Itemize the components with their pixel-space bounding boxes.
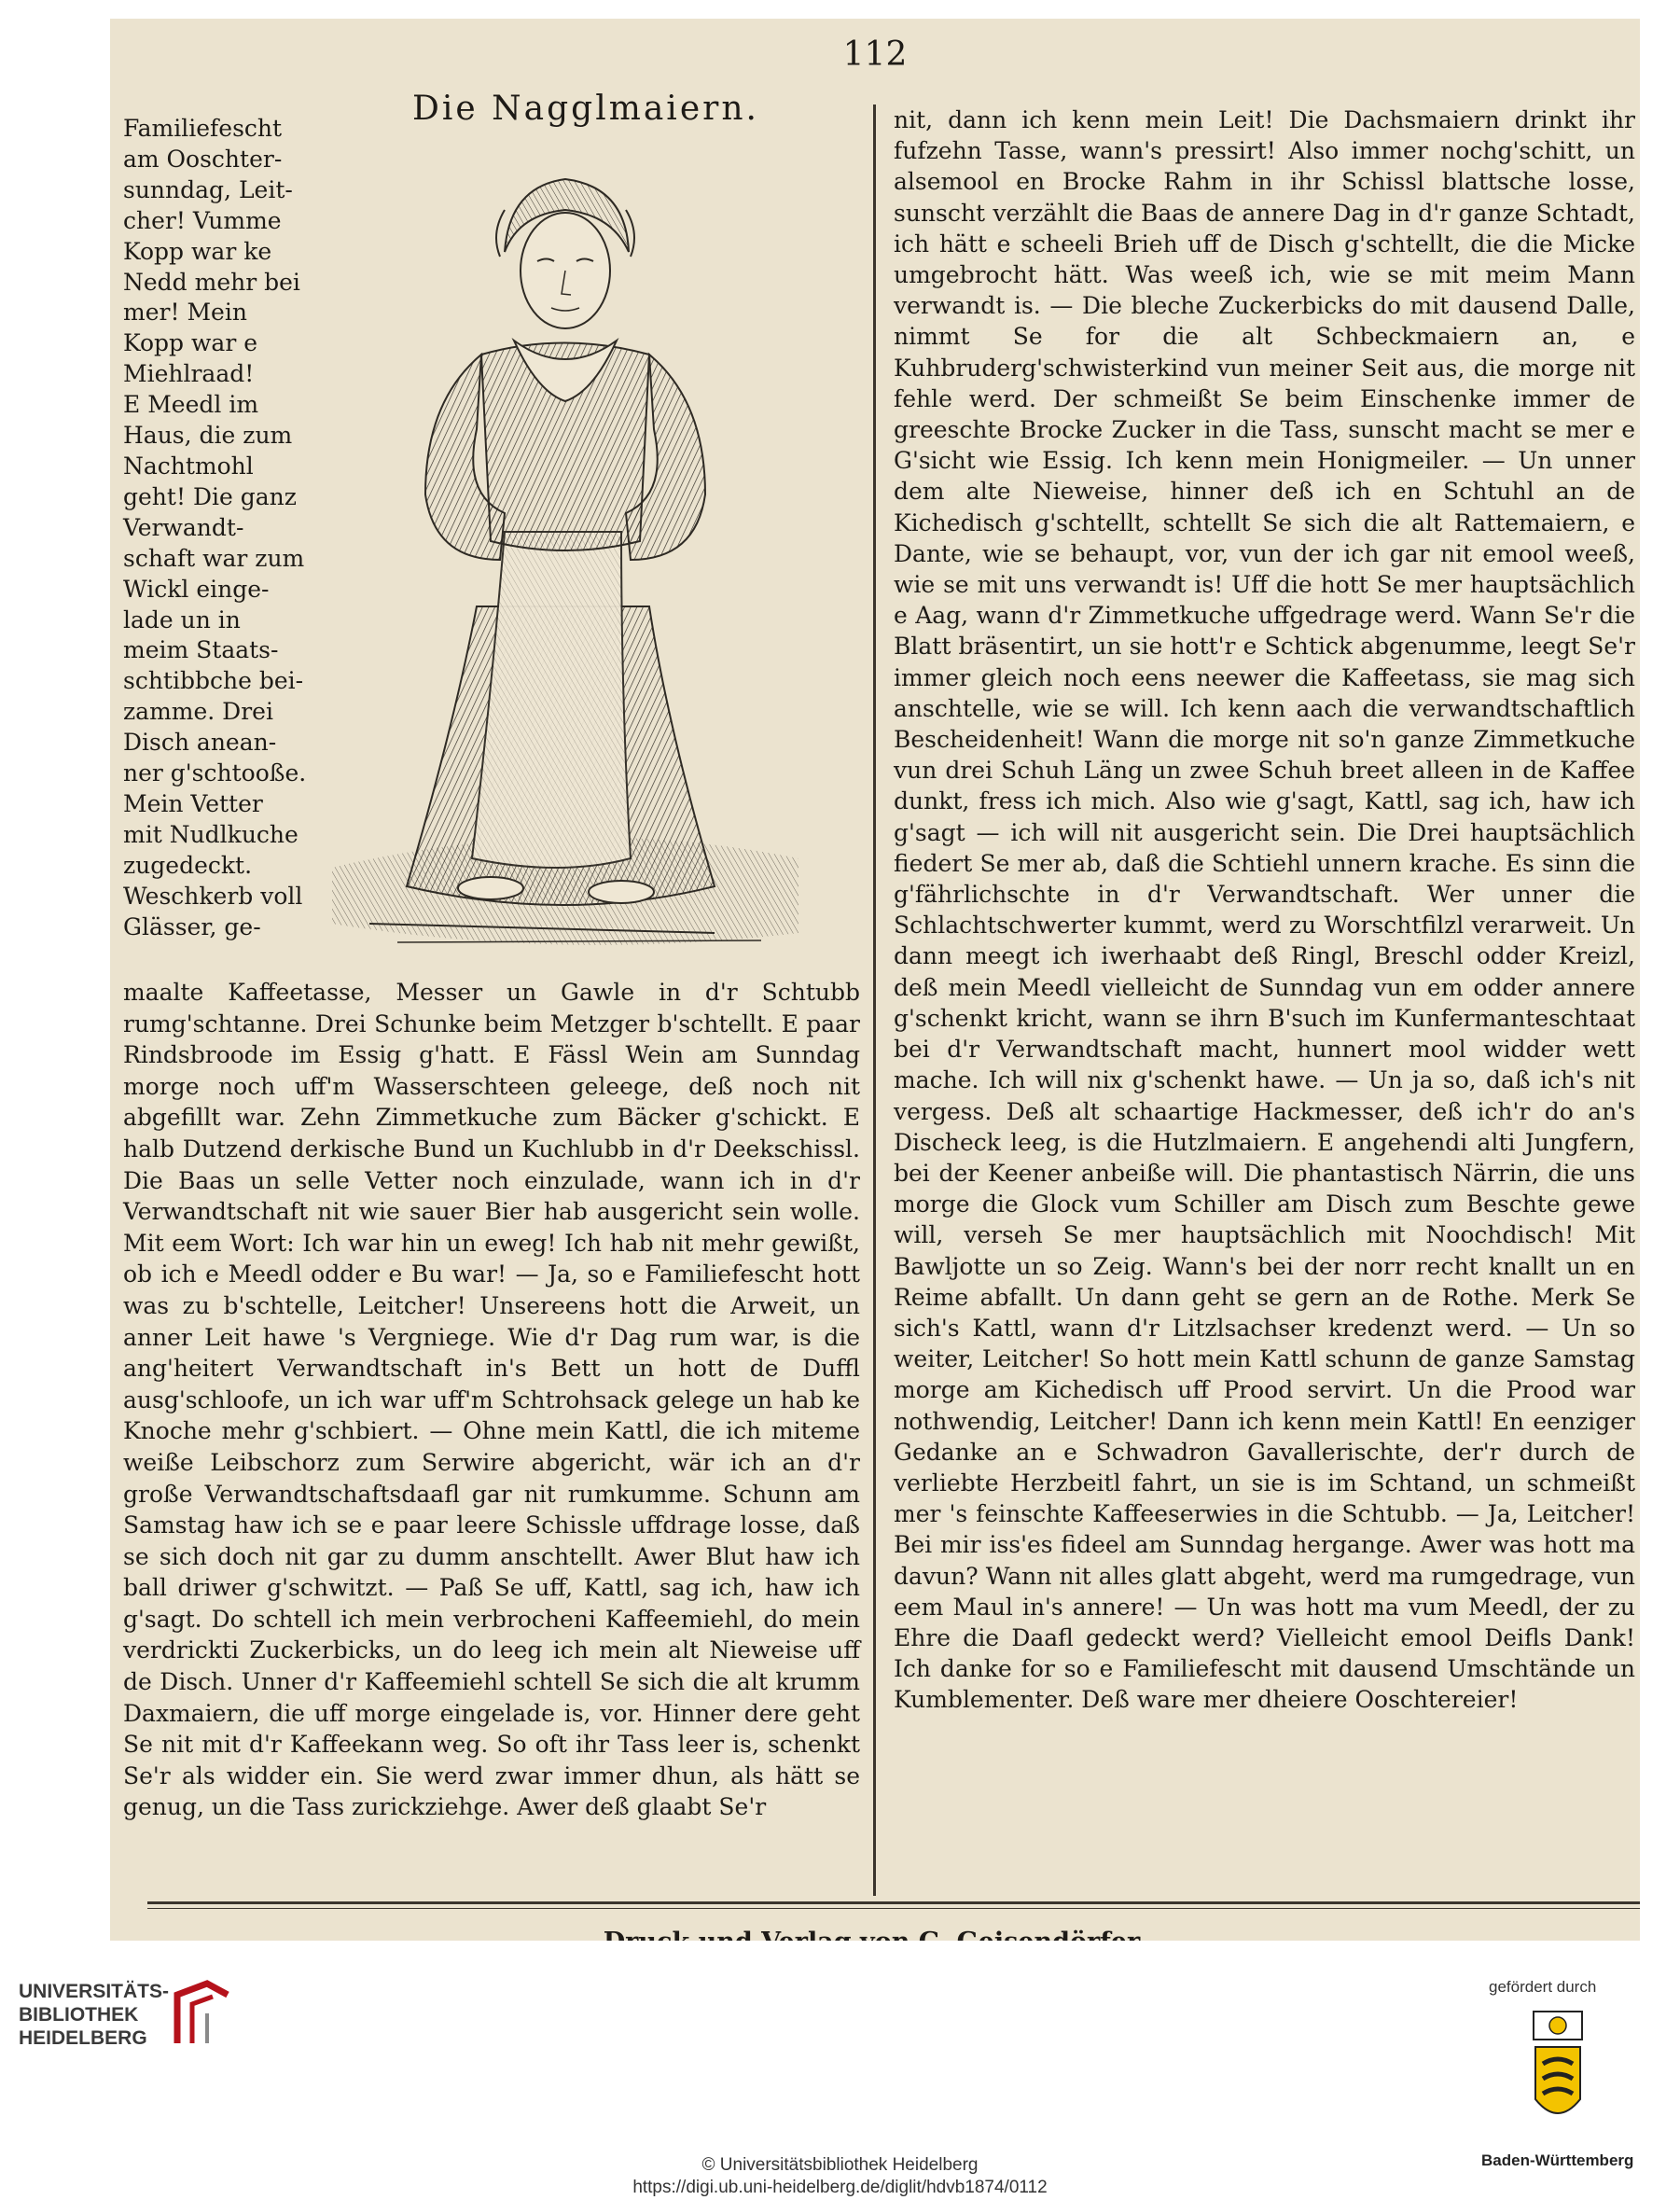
wrap-line: mit Nudlkuche xyxy=(123,820,299,848)
wrap-line: Kopp war ke xyxy=(123,237,272,265)
wrap-line: Glässer, ge- xyxy=(123,912,261,940)
wrap-line: Nachtmohl xyxy=(123,452,254,480)
left-column-body xyxy=(123,977,860,1823)
library-line: UNIVERSITÄTS- xyxy=(19,1981,170,2002)
wrap-line: Weschkerb voll xyxy=(123,882,303,910)
right-paragraph: nit, dann ich kenn mein Leit! Die Dachsmaiern drinkt ihr fufzehn Tasse, wann's pressirt! Also immer nochg'schitt, un alsemool en Brocke Rahm in ihr Schissl blattsche losse, sunscht verzählt die Baas de annere Dag in d'r ganze Schtadt, ich hätt e scheeli Brieh uff de Disch g'schtellt, die die Micke umgebrocht hätt. Was weeß ich, wie se mit meim Mann verwandt is. — Die bleche Zuckerbicks do mit dausend Dalle, nimmt Se for die alt Schbeckmaiern an, e Kuhbruderg'schwisterkind vun meiner Seit aus, die morge nit fehle werd. Der schmeißt Se beim Einschenke immer de greeschte Brocke Zucker in die Tass, sunscht macht se mer e G'sicht wie Essig. Ich kenn mein Honigmeiler. — Un unner dem alte Nieweise, hinner deß ich en Schtuhl an de Kichedisch g'schtellt, schtellt Se sich die alt Rattemaiern, e Dante, wie se behaupt, vor, vun der ich gar nit emool weeß, wie se mit uns verwandt is! Uff die hott Se mer hauptsächlich e Aag, wann d'r Zimmetkuche uffgedrage werd. Wann Se'r die Blatt bräsentirt, un sie hott'r e Schtick abgenumme, leegt Se'r immer gleich noch eens neewer die Kaffeetass, sie mag sich anschtelle, wie se will. Ich kenn aach die verwandtschaftlich Bescheidenheit! Wann die morge nit so'n ganze Zimmetkuche vun drei Schuh Läng un zwee Schuh breet alleen in de Kaffee dunkt, fress ich mich. Also wie g'sagt, Kattl, sag ich, haw ich g'sagt — ich will nit ausgericht sein. Die Drei hauptsächlich fiedert Se mer ab, daß die Schtiehl unnern krache. Es sinn die g'fährlichschte in d'r Verwandtschaft. Wer unner die Schlachtschwerter kummt, werd zu Worschtfilzl verarweit. Un dann meegt ich iwerhaabt deß Ringl, Breschl odder Kreizl, deß mein Meedl vielleicht de Sunndag vun em odder annere g'schenkt kricht, wann se ihrn B'such im Kunfermanteschtaat bei d'r Verwandtschaft macht, hunnert mool widder wett mache. Ich will nix g'schenkt hawe. — Un ja so, daß ich's nit vergess. Deß alt schaartige Hackmesser, deß ich'r do an's Discheck leeg, is die Hutzlmaiern. E angehendi alti Jungfern, bei der Keener anbeiße will. Die phantastisch Närrin, die uns morge die Glock vum Schiller am Disch zum Beschte gewe will, verseh Se mer hauptsächlich mit Noochdisch! Mit Bawljotte un so Zeig. Wann's bei der norr recht knallt un en Reime abfallt. Un dann geht se gern an de Rothe. Merk Se sich's Kattl, wann d'r Litzlsachser kredenzt werd. — Un so weiter, Leitcher! So hott mein Kattl schunn de ganze Samstag morge am Kichedisch uff Prood servirt. Un die Prood war nothwendig, Leitcher! Dann ich kenn mein Kattl! En eenziger Gedanke an e Schwadron Gavallerischte, der'r durch de verliebte Herzbeitl fahrt, un sie is im Schtand, un schmeißt mer 's feinschte Kaffeeserwies in die Schtubb. — Ja, Leitcher! Bei mir iss'es fideel am Sunndag hergange. Awer was hott ma davun? Wann nit alles glatt abgeht, werd ma rumgedrage, vun eem Maul in's annere! — Un was hott ma vum Meedl, der zu Ehre die Daafl gedeckt werd? Vielleicht emool Deifls Dank! Ich danke for so e Familiefescht mit dausend Umschtände un Kumblementer. Deß ware mer dheiere Ooschtereier! xyxy=(894,106,1635,1714)
state-name: Baden-Württemberg xyxy=(1481,2151,1634,2169)
wrap-line: sunndag, Leit- xyxy=(123,175,293,203)
bottom-rule-thin xyxy=(147,1908,1640,1909)
wrap-line: zugedeckt. xyxy=(123,851,253,879)
wrap-line: E Meedl im xyxy=(123,391,259,419)
wrap-line: zamme. Drei xyxy=(123,698,273,726)
bottom-rule xyxy=(147,1901,1640,1904)
woman-illustration xyxy=(313,121,817,968)
left-paragraph: maalte Kaffeetasse, Messer un Gawle in d'r Schtubb rumg'schtanne. Drei Schunke beim Metzger b'schtellt. E paar Rindsbroode im Essig g'hatt. E Fässl Wein am Sunndag morge noch uff'm Wasserschteen geleege, deß noch nit abgefillt war. Zehn Zimmetkuche zum Bäcker g'schickt. E halb Dutzend derkische Bund un Kuchlubb in d'r Deekschissl. Die Baas un selle Vetter noch einzulade, wann ich in d'r Verwandtschaft nit wie sauer Bier hab ausgericht sein wolle. Mit eem Wort: Ich war hin un eweg! Ich hab nit mehr gewißt, ob ich e Meedl odder e Bu war! — Ja, so e Familiefescht hott was zu b'schtelle, Leitcher! Unsereens hott die Arweit, un anner Leit hawe 's Vergniege. Wie d'r Dag rum war, is die ang'heitert Verwandtschaft in's Bett un hott de Duffl ausg'schloofe, un ich war uff'm Schtrohsack gelege un hab ke Knoche mehr g'schbiert. — Ohne mein Kattl, die ich miteme weiße Leibschorz zum Serwire abgericht, wär ich an d'r große Verwandtschaftsdaafl gar nit rumkumme. Schunn am Samstag haw ich se e paar leere Schissle uffdrage losse, daß se sich doch nit gar zu dumm anschtellt. Awer Blut haw ich ball driwer g'schwitzt. — Paß Se uff, Kattl, sag ich, haw ich g'sagt. Do schtell ich mein verbrocheni Kaffeemiehl, do mein verdrickti Zuckerbicks, un do leeg ich mein alt Nieweise uff de Disch. Unner d'r Kaffeemiehl schtell Se sich die alt krumm Daxmaiern, die uff morge eingelade is, vor. Hinner dere geht Se nit mit d'r Kaffeekann weg. So oft ihr Tass leer is, schenkt Se'r als widder ein. Sie werd zwar immer dhun, als hätt se genug, un die Tass zurickziehge. Awer deß glaabt Se'r xyxy=(123,979,860,1821)
wrap-line: lade un in xyxy=(123,606,241,634)
funding-label: gefördert durch xyxy=(1489,1978,1597,1996)
library-line: BIBLIOTHEK xyxy=(19,2004,139,2026)
wrap-line: Familiefescht xyxy=(123,115,283,142)
library-line: HEIDELBERG xyxy=(19,2027,147,2049)
article-title: Die Nagglmaiern. xyxy=(412,90,759,128)
wrap-line: Disch anean- xyxy=(123,729,277,757)
library-logo-icon xyxy=(170,1976,235,2051)
wrap-line: mer! Mein xyxy=(123,299,247,327)
wrap-line: Nedd mehr bei xyxy=(123,268,300,296)
wrap-line: Wickl einge- xyxy=(123,575,270,603)
page-number: 112 xyxy=(842,35,908,74)
wrap-line: Mein Vetter xyxy=(123,789,263,817)
wrap-column xyxy=(123,114,319,942)
baden-wuerttemberg-crest-icon xyxy=(1530,2006,1586,2146)
wrap-line: Miehlraad! xyxy=(123,360,255,388)
wrap-line: am Ooschter- xyxy=(123,145,283,173)
library-name[interactable] xyxy=(19,1980,169,2050)
copyright-notice: © Universitätsbibliothek Heidelberg xyxy=(701,2155,979,2175)
wrap-line: Kopp war e xyxy=(123,329,258,357)
wrap-line: Verwandt- xyxy=(123,513,244,541)
newspaper-page xyxy=(110,19,1640,1941)
wrap-line: Haus, die zum xyxy=(123,422,293,450)
wrap-line: schaft war zum xyxy=(123,544,305,572)
column-divider xyxy=(873,104,876,1896)
wrap-line: ner g'schtooße. xyxy=(123,759,307,787)
wrap-line: cher! Vumme xyxy=(123,206,282,234)
wrap-line: schtibbche bei- xyxy=(123,667,304,695)
wrap-line: geht! Die ganz xyxy=(123,482,297,510)
permalink-url[interactable]: https://digi.ub.uni-heidelberg.de/diglit/hdvb1874/0112 xyxy=(632,2178,1048,2197)
wrap-line: meim Staats- xyxy=(123,636,279,664)
right-column-body xyxy=(894,104,1635,1716)
